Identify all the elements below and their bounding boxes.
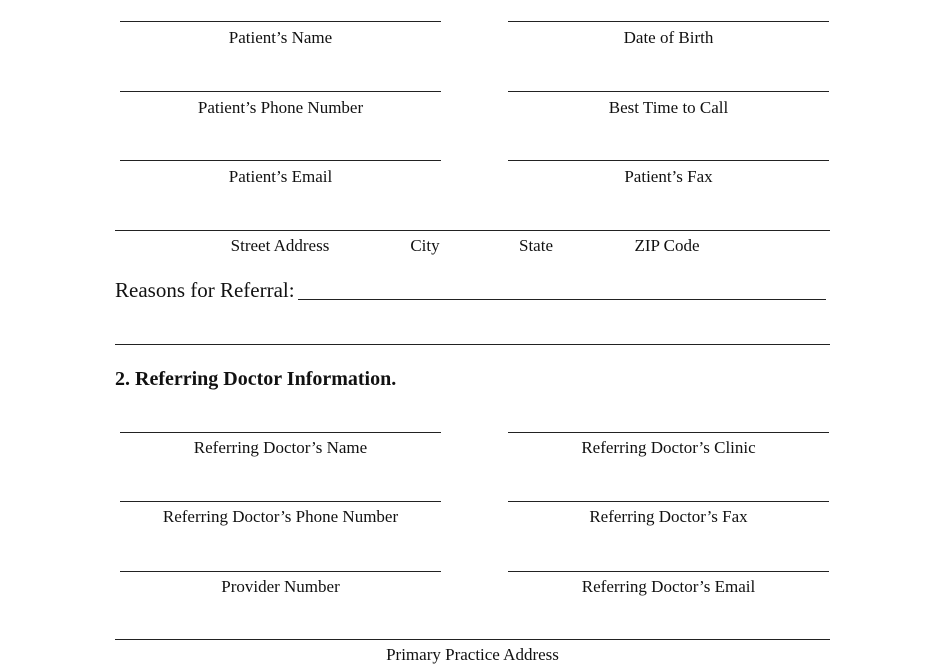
- doctor-email-field[interactable]: [508, 571, 829, 572]
- patient-phone-label: Patient’s Phone Number: [197, 98, 364, 117]
- doctor-name-label: Referring Doctor’s Name: [193, 438, 368, 457]
- doctor-phone-field[interactable]: [120, 501, 441, 502]
- city-label: City: [410, 236, 440, 255]
- patient-fax-field[interactable]: [508, 160, 829, 161]
- best-time-field[interactable]: [508, 91, 829, 92]
- best-time-label: Best Time to Call: [608, 98, 729, 117]
- patient-email-label: Patient’s Email: [228, 167, 333, 186]
- doctor-clinic-field[interactable]: [508, 432, 829, 433]
- street-address-label: Street Address: [230, 236, 330, 255]
- date-of-birth-label: Date of Birth: [623, 28, 714, 47]
- practice-address-field[interactable]: [115, 639, 830, 640]
- patient-name-field[interactable]: [120, 21, 441, 22]
- provider-number-label: Provider Number: [221, 577, 340, 596]
- zip-code-label: ZIP Code: [634, 236, 700, 255]
- referral-reasons-field-line-2[interactable]: [115, 344, 830, 345]
- referral-reasons-label: Reasons for Referral:: [115, 278, 295, 302]
- state-label: State: [519, 236, 553, 255]
- doctor-email-label: Referring Doctor’s Email: [581, 577, 756, 596]
- doctor-phone-label: Referring Doctor’s Phone Number: [162, 507, 399, 526]
- referral-reasons-field[interactable]: [298, 299, 826, 300]
- patient-fax-label: Patient’s Fax: [624, 167, 713, 186]
- section-2-heading: 2. Referring Doctor Information.: [115, 368, 397, 390]
- patient-email-field[interactable]: [120, 160, 441, 161]
- patient-name-label: Patient’s Name: [228, 28, 333, 47]
- doctor-fax-field[interactable]: [508, 501, 829, 502]
- doctor-clinic-label: Referring Doctor’s Clinic: [581, 438, 756, 457]
- practice-address-label: Primary Practice Address: [386, 645, 559, 664]
- doctor-name-field[interactable]: [120, 432, 441, 433]
- provider-number-field[interactable]: [120, 571, 441, 572]
- date-of-birth-field[interactable]: [508, 21, 829, 22]
- doctor-fax-label: Referring Doctor’s Fax: [589, 507, 748, 526]
- patient-phone-field[interactable]: [120, 91, 441, 92]
- patient-address-field[interactable]: [115, 230, 830, 231]
